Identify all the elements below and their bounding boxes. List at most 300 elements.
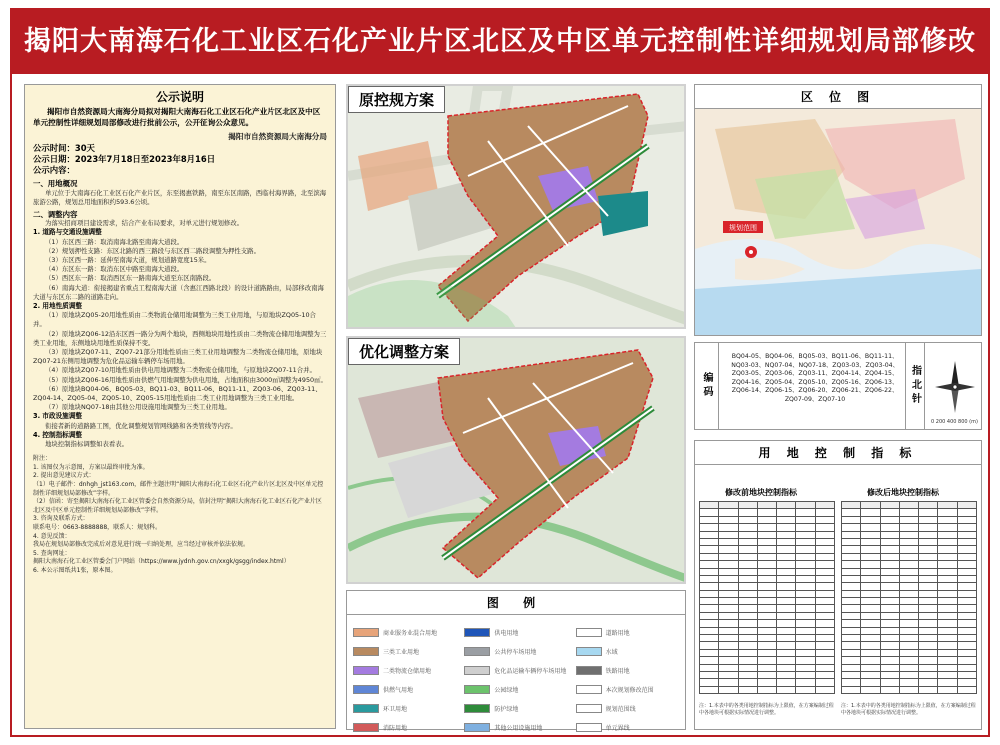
table-cell: [899, 538, 918, 545]
subsection-roads: 1. 道路与交通设施调整: [33, 228, 102, 237]
original-plan-map[interactable]: [346, 84, 686, 329]
table-row: [842, 583, 977, 590]
table-cell: [957, 671, 976, 678]
table-row: [842, 620, 977, 627]
notes-block: [33, 455, 327, 575]
table-row: [700, 561, 835, 568]
legend-label: 供电用地: [494, 629, 519, 637]
table-cell: [880, 664, 899, 671]
table-row: [700, 524, 835, 531]
table-cell: [861, 531, 880, 538]
table-cell: [700, 635, 719, 642]
table-cell: [815, 649, 834, 656]
table-cell: [861, 561, 880, 568]
table-cell: [719, 538, 738, 545]
legend-swatch: [576, 666, 602, 675]
legend-swatch: [464, 704, 490, 713]
legend-label: 二类物流仓储用地: [383, 667, 432, 675]
table-cell: [880, 509, 899, 516]
legend-item: [353, 684, 460, 694]
table-cell: [861, 679, 880, 686]
table-cell: [777, 635, 796, 642]
table-cell: [880, 553, 899, 560]
table-cell: [919, 575, 938, 582]
table-cell: [757, 516, 776, 523]
table-cell: [919, 502, 938, 509]
optimized-plan-map[interactable]: [346, 336, 686, 584]
table-cell: [719, 509, 738, 516]
table-cell: [757, 635, 776, 642]
table-cell: [861, 657, 880, 664]
table-row: [842, 657, 977, 664]
table-row: [700, 553, 835, 560]
table-cell: [842, 509, 861, 516]
road-item: （2）规划押性支路：东区北路的西三路段与东区西二路段调整为押性支路。: [45, 246, 260, 255]
table-cell: [938, 679, 957, 686]
subsection-utilities: 3. 市政设施调整: [33, 412, 82, 421]
legend-item: [576, 703, 683, 713]
table-row: [842, 642, 977, 649]
table-cell: [700, 502, 719, 509]
table-cell: [719, 686, 738, 693]
table-cell: [938, 598, 957, 605]
table-cell: [719, 679, 738, 686]
table-cell: [777, 590, 796, 597]
after-table-note: 注：1.本表中的各类用地控制指标为上限值，在方案编制过程中各地块可根据实际情况进行调整。: [841, 703, 976, 716]
table-row: [700, 583, 835, 590]
legend-item: [576, 684, 683, 694]
table-cell: [796, 620, 815, 627]
table-cell: [938, 516, 957, 523]
legend-item: [576, 627, 683, 637]
table-cell: [899, 546, 918, 553]
table-cell: [861, 583, 880, 590]
table-cell: [719, 627, 738, 634]
table-cell: [919, 612, 938, 619]
codes-side-label: 编码: [695, 343, 719, 429]
table-cell: [700, 605, 719, 612]
table-cell: [815, 605, 834, 612]
table-row: [842, 612, 977, 619]
landuse-item: （1）原地块ZQ05-20用地性质由二类物流仓储用地调整为三类工业用地，与原地块ZQ05-10合并。: [33, 311, 316, 329]
table-cell: [880, 502, 899, 509]
table-cell: [738, 612, 757, 619]
table-cell: [796, 546, 815, 553]
table-cell: [796, 664, 815, 671]
table-cell: [880, 657, 899, 664]
table-cell: [861, 575, 880, 582]
table-cell: [899, 553, 918, 560]
table-row: [700, 546, 835, 553]
table-cell: [796, 635, 815, 642]
legend-item: [464, 703, 571, 713]
table-row: [842, 553, 977, 560]
scale-bar: 0 200 400 800 (m): [931, 419, 978, 425]
table-cell: [719, 612, 738, 619]
table-cell: [842, 627, 861, 634]
table-cell: [719, 635, 738, 642]
table-cell: [796, 502, 815, 509]
table-cell: [957, 686, 976, 693]
table-cell: [815, 524, 834, 531]
table-cell: [861, 627, 880, 634]
table-cell: [957, 546, 976, 553]
table-cell: [700, 524, 719, 531]
table-cell: [880, 538, 899, 545]
road-item: （5）西区东一路：取消西区东一路南海大道至东区南路段。: [45, 274, 216, 283]
table-cell: [719, 605, 738, 612]
notice-lead: 揭阳市自然资源局大南海分局拟对揭阳大南海石化工业区石化产业片区北区及中区单元控制性详细规划局部修改进行批前公示，公开征询公众意见。: [33, 107, 321, 128]
table-cell: [796, 590, 815, 597]
table-cell: [757, 553, 776, 560]
table-cell: [842, 538, 861, 545]
table-cell: [899, 657, 918, 664]
table-cell: [842, 516, 861, 523]
table-cell: [738, 502, 757, 509]
table-cell: [815, 679, 834, 686]
table-cell: [815, 561, 834, 568]
table-row: [700, 531, 835, 538]
notice-panel: [24, 84, 336, 729]
legend-swatch: [576, 704, 602, 713]
table-cell: [738, 679, 757, 686]
table-cell: [842, 605, 861, 612]
note-line: 2. 提出意见建议方式：: [33, 472, 95, 480]
legend-label: 铁路用地: [605, 667, 630, 675]
table-cell: [957, 575, 976, 582]
table-row: [700, 627, 835, 634]
table-row: [700, 509, 835, 516]
table-row: [842, 509, 977, 516]
legend-item: [464, 646, 571, 656]
table-cell: [842, 671, 861, 678]
table-cell: [899, 605, 918, 612]
legend-swatch: [353, 628, 379, 637]
table-row: [842, 649, 977, 656]
table-cell: [880, 671, 899, 678]
original-plan-label: 原控规方案: [348, 86, 445, 113]
table-cell: [815, 627, 834, 634]
location-map[interactable]: [695, 109, 981, 335]
notice-heading: 公示说明: [155, 90, 204, 104]
table-cell: [842, 583, 861, 590]
table-cell: [700, 516, 719, 523]
table-cell: [777, 598, 796, 605]
table-cell: [938, 524, 957, 531]
table-cell: [919, 605, 938, 612]
table-cell: [938, 657, 957, 664]
table-cell: [700, 686, 719, 693]
table-cell: [719, 561, 738, 568]
legend-item: [353, 703, 460, 713]
codes-panel: [694, 342, 982, 430]
table-row: [700, 590, 835, 597]
table-cell: [757, 620, 776, 627]
table-cell: [842, 502, 861, 509]
table-cell: [861, 516, 880, 523]
table-cell: [957, 509, 976, 516]
table-cell: [796, 657, 815, 664]
table-cell: [796, 679, 815, 686]
table-cell: [738, 538, 757, 545]
table-cell: [957, 649, 976, 656]
table-cell: [700, 553, 719, 560]
landuse-item: （7）原地块NQ07-18由其他公用设施用地调整为三类工业用地。: [45, 403, 231, 412]
legend-label: 危化品运输车辆停车场用地: [494, 667, 567, 675]
location-panel: [694, 84, 982, 336]
table-row: [700, 538, 835, 545]
subsection-landuse: 2. 用地性质调整: [33, 302, 82, 311]
legend-label: 道路用地: [605, 629, 630, 637]
table-cell: [899, 620, 918, 627]
legend: [346, 590, 686, 730]
table-cell: [880, 524, 899, 531]
north-side-label: 指北针: [905, 343, 925, 429]
tables-title: 用 地 控 制 指 标: [695, 441, 981, 465]
note-line: 3. 咨询及联系方式：: [33, 515, 89, 523]
legend-swatch: [576, 647, 602, 656]
table-cell: [957, 590, 976, 597]
table-cell: [700, 509, 719, 516]
legend-label: 本次规划修改范围: [605, 686, 654, 694]
table-row: [842, 575, 977, 582]
table-cell: [899, 649, 918, 656]
table-cell: [861, 620, 880, 627]
table-cell: [842, 531, 861, 538]
legend-swatch: [576, 685, 602, 694]
table-cell: [880, 649, 899, 656]
table-row: [842, 627, 977, 634]
table-cell: [842, 546, 861, 553]
table-row: [700, 635, 835, 642]
table-cell: [861, 502, 880, 509]
table-cell: [842, 664, 861, 671]
table-cell: [957, 605, 976, 612]
table-cell: [899, 509, 918, 516]
table-row: [842, 590, 977, 597]
table-cell: [719, 568, 738, 575]
table-cell: [899, 671, 918, 678]
table-row: [700, 568, 835, 575]
table-cell: [796, 612, 815, 619]
table-row: [700, 671, 835, 678]
table-cell: [757, 502, 776, 509]
table-cell: [719, 590, 738, 597]
subsection-indicators: 4. 控制指标调整: [33, 430, 82, 439]
table-cell: [777, 642, 796, 649]
table-cell: [757, 642, 776, 649]
note-line: 1. 该图仅为示意图，方案以最终审批为准。: [33, 463, 149, 471]
table-cell: [919, 561, 938, 568]
table-cell: [796, 561, 815, 568]
table-row: [842, 568, 977, 575]
legend-swatch: [353, 685, 379, 694]
table-cell: [796, 516, 815, 523]
table-cell: [719, 546, 738, 553]
table-cell: [777, 605, 796, 612]
table-cell: [719, 524, 738, 531]
table-row: [842, 546, 977, 553]
table-cell: [938, 605, 957, 612]
page-title: 揭阳大南海石化工业区石化产业片区北区及中区单元控制性详细规划局部修改: [12, 10, 988, 74]
table-row: [842, 605, 977, 612]
optimized-plan-drawing: [348, 338, 686, 584]
table-cell: [842, 657, 861, 664]
note-line: 揭阳大南海石化工业区管委会门户网站（https://www.jydnh.gov.cn/xxgk/gsgg/index.html）: [33, 558, 290, 566]
table-cell: [938, 531, 957, 538]
road-item: （1）东区西三路：取消南海北路至南海大道段。: [45, 237, 184, 246]
legend-title: 图 例: [347, 591, 685, 615]
table-cell: [861, 598, 880, 605]
table-cell: [842, 635, 861, 642]
table-cell: [938, 642, 957, 649]
table-cell: [757, 546, 776, 553]
table-cell: [919, 553, 938, 560]
table-cell: [899, 516, 918, 523]
table-cell: [938, 635, 957, 642]
legend-label: 规划范围线: [605, 705, 636, 713]
table-cell: [815, 671, 834, 678]
table-cell: [880, 583, 899, 590]
table-cell: [719, 671, 738, 678]
table-cell: [719, 620, 738, 627]
table-cell: [919, 590, 938, 597]
table-cell: [777, 568, 796, 575]
table-cell: [880, 642, 899, 649]
table-cell: [738, 635, 757, 642]
table-cell: [919, 620, 938, 627]
table-cell: [880, 575, 899, 582]
table-cell: [700, 627, 719, 634]
table-cell: [880, 679, 899, 686]
landuse-item: （3）原地块ZQ07-11、ZQ07-21部分用地性质由三类工业用地调整为二类物流仓储用地，原地块ZQ07-21东侧用地调整为危化品运输车辆停车场用地。: [33, 348, 323, 366]
table-cell: [938, 664, 957, 671]
table-cell: [796, 531, 815, 538]
table-row: [700, 605, 835, 612]
table-cell: [777, 553, 796, 560]
table-cell: [796, 575, 815, 582]
table-cell: [738, 509, 757, 516]
table-cell: [757, 531, 776, 538]
table-cell: [738, 531, 757, 538]
table-cell: [757, 575, 776, 582]
table-cell: [880, 546, 899, 553]
table-cell: [700, 671, 719, 678]
table-cell: [919, 546, 938, 553]
table-cell: [861, 642, 880, 649]
optimized-plan-label: 优化调整方案: [348, 338, 460, 365]
table-cell: [738, 642, 757, 649]
table-cell: [815, 509, 834, 516]
legend-label: 商业服务业混合用地: [383, 629, 438, 637]
table-cell: [842, 553, 861, 560]
table-cell: [815, 642, 834, 649]
table-cell: [738, 664, 757, 671]
table-cell: [700, 538, 719, 545]
legend-item: [353, 722, 460, 732]
note-line: 附注：: [33, 455, 52, 463]
table-cell: [700, 575, 719, 582]
table-cell: [719, 598, 738, 605]
table-cell: [938, 671, 957, 678]
table-cell: [777, 531, 796, 538]
table-cell: [919, 509, 938, 516]
table-cell: [938, 502, 957, 509]
table-cell: [777, 575, 796, 582]
legend-item: [576, 646, 683, 656]
table-cell: [719, 531, 738, 538]
legend-swatch: [353, 704, 379, 713]
land-overview-text: 单元位于大南海石化工业区石化产业片区，东至揭惠铁路，南至东区南路，西临村海界路，北至滨海旅游公路，规划总用地面积约593.6公顷。: [33, 188, 327, 206]
table-cell: [796, 642, 815, 649]
table-cell: [842, 679, 861, 686]
table-cell: [796, 605, 815, 612]
table-cell: [777, 664, 796, 671]
table-cell: [938, 568, 957, 575]
table-cell: [796, 649, 815, 656]
table-cell: [957, 664, 976, 671]
control-indicators-panel: [694, 440, 982, 730]
table-cell: [842, 524, 861, 531]
table-row: [700, 679, 835, 686]
legend-item: [576, 722, 683, 732]
table-cell: [899, 612, 918, 619]
table-cell: [880, 612, 899, 619]
table-cell: [957, 598, 976, 605]
table-cell: [880, 590, 899, 597]
table-cell: [938, 538, 957, 545]
table-cell: [842, 575, 861, 582]
before-table: [699, 501, 835, 694]
table-cell: [861, 635, 880, 642]
table-cell: [757, 605, 776, 612]
legend-label: 水域: [605, 648, 618, 656]
codes-list: BQ04-05、BQ04-06、BQ05-03、BQ11-06、BQ11-11、NQ03-03、NQ07-04、NQ07-18、ZQ03-03、ZQ03-04、ZQ03-05、ZQ03-06、ZQ03-11、ZQ04-14、ZQ04-15、ZQ04-16、ZQ05-04、ZQ05-10、ZQ05-16、ZQ06-13、ZQ06-14、ZQ06-15、ZQ06-20、ZQ06-21、ZQ06-22、ZQ07-09、ZQ07-10: [731, 353, 899, 403]
table-cell: [777, 561, 796, 568]
table-cell: [796, 524, 815, 531]
table-cell: [899, 568, 918, 575]
table-cell: [842, 649, 861, 656]
table-cell: [842, 612, 861, 619]
table-cell: [919, 671, 938, 678]
table-cell: [957, 561, 976, 568]
table-cell: [899, 679, 918, 686]
table-cell: [757, 664, 776, 671]
table-cell: [719, 657, 738, 664]
table-cell: [957, 568, 976, 575]
road-item: （6）南海大道：衔接揭建省重点工程南海大道（含惠江西路北段）的设计道路路由，局部移改南海大道与东区东二路的道路走向。: [33, 283, 324, 301]
table-cell: [815, 686, 834, 693]
legend-label: 其他公用设施用地: [494, 724, 543, 732]
table-cell: [738, 561, 757, 568]
table-cell: [738, 575, 757, 582]
table-cell: [938, 612, 957, 619]
table-row: [700, 598, 835, 605]
table-cell: [700, 561, 719, 568]
table-cell: [777, 583, 796, 590]
table-cell: [957, 612, 976, 619]
table-row: [842, 671, 977, 678]
legend-swatch: [464, 723, 490, 732]
table-row: [842, 516, 977, 523]
legend-label: 消防用地: [383, 724, 408, 732]
table-cell: [938, 649, 957, 656]
table-cell: [719, 642, 738, 649]
table-cell: [757, 583, 776, 590]
table-cell: [919, 649, 938, 656]
table-cell: [815, 664, 834, 671]
poster: [10, 8, 990, 737]
